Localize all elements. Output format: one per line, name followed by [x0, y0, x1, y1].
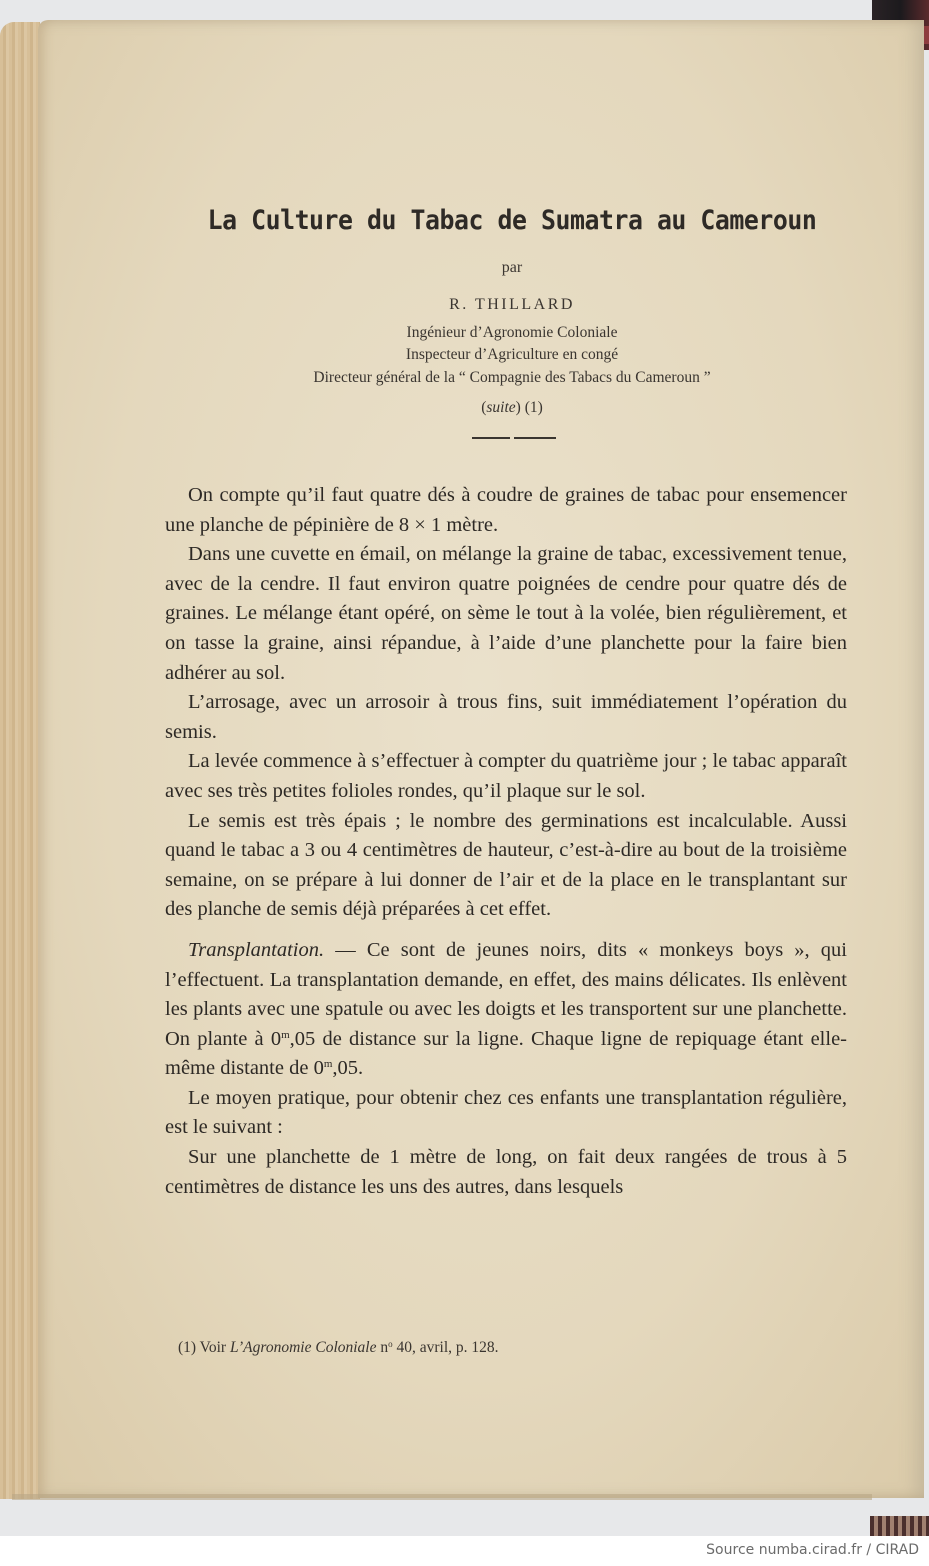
unit-meter-1: m	[281, 1028, 290, 1041]
article-body	[165, 481, 847, 1202]
paragraph-transplantation	[165, 936, 847, 1084]
article-title: La Culture du Tabac de Sumatra au Cameroun	[207, 205, 817, 236]
source-watermark: Source numba.cirad.fr / CIRAD	[706, 1542, 919, 1558]
page-bottom-edge	[12, 1494, 872, 1500]
byline-par: par	[501, 259, 523, 276]
footnote-prefix: (1) Voir	[178, 1339, 230, 1356]
paragraph-2: Dans une cuvette en émail, on mélange la graine de tabac, excessivement tenue, avec de la cendre. Il faut environ quatre poignées de cendre pour quatre dés de graines. Le mélange étant opéré, on sème le tout à la volée, bien régulièrement, et on tasse la graine, ainsi répandue, à l’aide d’une planchette pour la faire bien adhérer au sol.	[165, 543, 847, 684]
transplantation-text-b: ,05 de distance sur la ligne. Chaque ligne de repiquage étant elle-même distante de 0	[165, 1027, 847, 1080]
footnote-number-sup: o	[388, 1339, 393, 1349]
author-name: R. THILLARD	[449, 296, 575, 313]
footnote-journal-title: L’Agronomie Coloniale	[229, 1339, 377, 1356]
author-affiliation-3: Directeur général de la “ Compagnie des Tabacs du Cameroun ”	[313, 369, 711, 386]
section-heading-transplantation: Transplantation.	[188, 938, 325, 961]
paragraph-5: Le semis est très épais ; le nombre des germinations est incalculable. Aussi quand le tabac a 3 ou 4 centimètres de hauteur, c’est-à-dire au bout de la troisième semaine, on se prépare à lui donner de l’air et de la place en le transplantant sur des planche de semis déjà préparées à cet effet.	[165, 809, 847, 921]
continuation-label: suite	[486, 399, 516, 416]
unit-meter-2: m	[323, 1058, 333, 1071]
author-affiliation-2: Inspecteur d’Agriculture en congé	[405, 346, 619, 363]
book-cover-corner	[870, 1516, 929, 1536]
page-stack-edges	[0, 22, 40, 1499]
paragraph-4: La levée commence à s’effectuer à compter du quatrième jour ; le tabac apparaît avec ses très petites folioles rondes, qu’il plaque sur le sol.	[165, 750, 847, 802]
author-affiliation-1: Ingénieur d’Agronomie Coloniale	[406, 324, 618, 341]
paragraph-1: On compte qu’il faut quatre dés à coudre de graines de tabac pour ensemencer une planche de pépinière de 8 × 1 mètre.	[165, 484, 847, 536]
footnote-rest: 40, avril, p. 128.	[392, 1339, 499, 1356]
transplantation-text-a: — Ce sont de jeunes noirs, dits « monkeys boys », qui l’effectuent. La transplantation demande, en effet, des mains délicates. Ils enlèvent les plants avec une spatule ou avec les doigts et les transportent sur une planchette. On plante à 0	[165, 938, 847, 1050]
footnote	[178, 1339, 858, 1357]
paragraph-7: Le moyen pratique, pour obtenir chez ces enfants une transplantation régulière, est le suivant :	[165, 1086, 847, 1139]
paragraph-3: L’arrosage, avec un arrosoir à trous fins, suit immédiatement l’opération du semis.	[165, 691, 847, 743]
title-separator-rule	[472, 437, 556, 439]
footnote-reference: (1)	[524, 399, 543, 416]
continuation-note: (suite) (1)	[481, 399, 543, 416]
transplantation-text-c: ,05.	[332, 1057, 364, 1080]
footnote-number-label: n	[376, 1339, 389, 1356]
paragraph-8: Sur une planchette de 1 mètre de long, on fait deux rangées de trous à 5 centimètres de distance les uns des autres, dans lesquels	[165, 1146, 847, 1198]
